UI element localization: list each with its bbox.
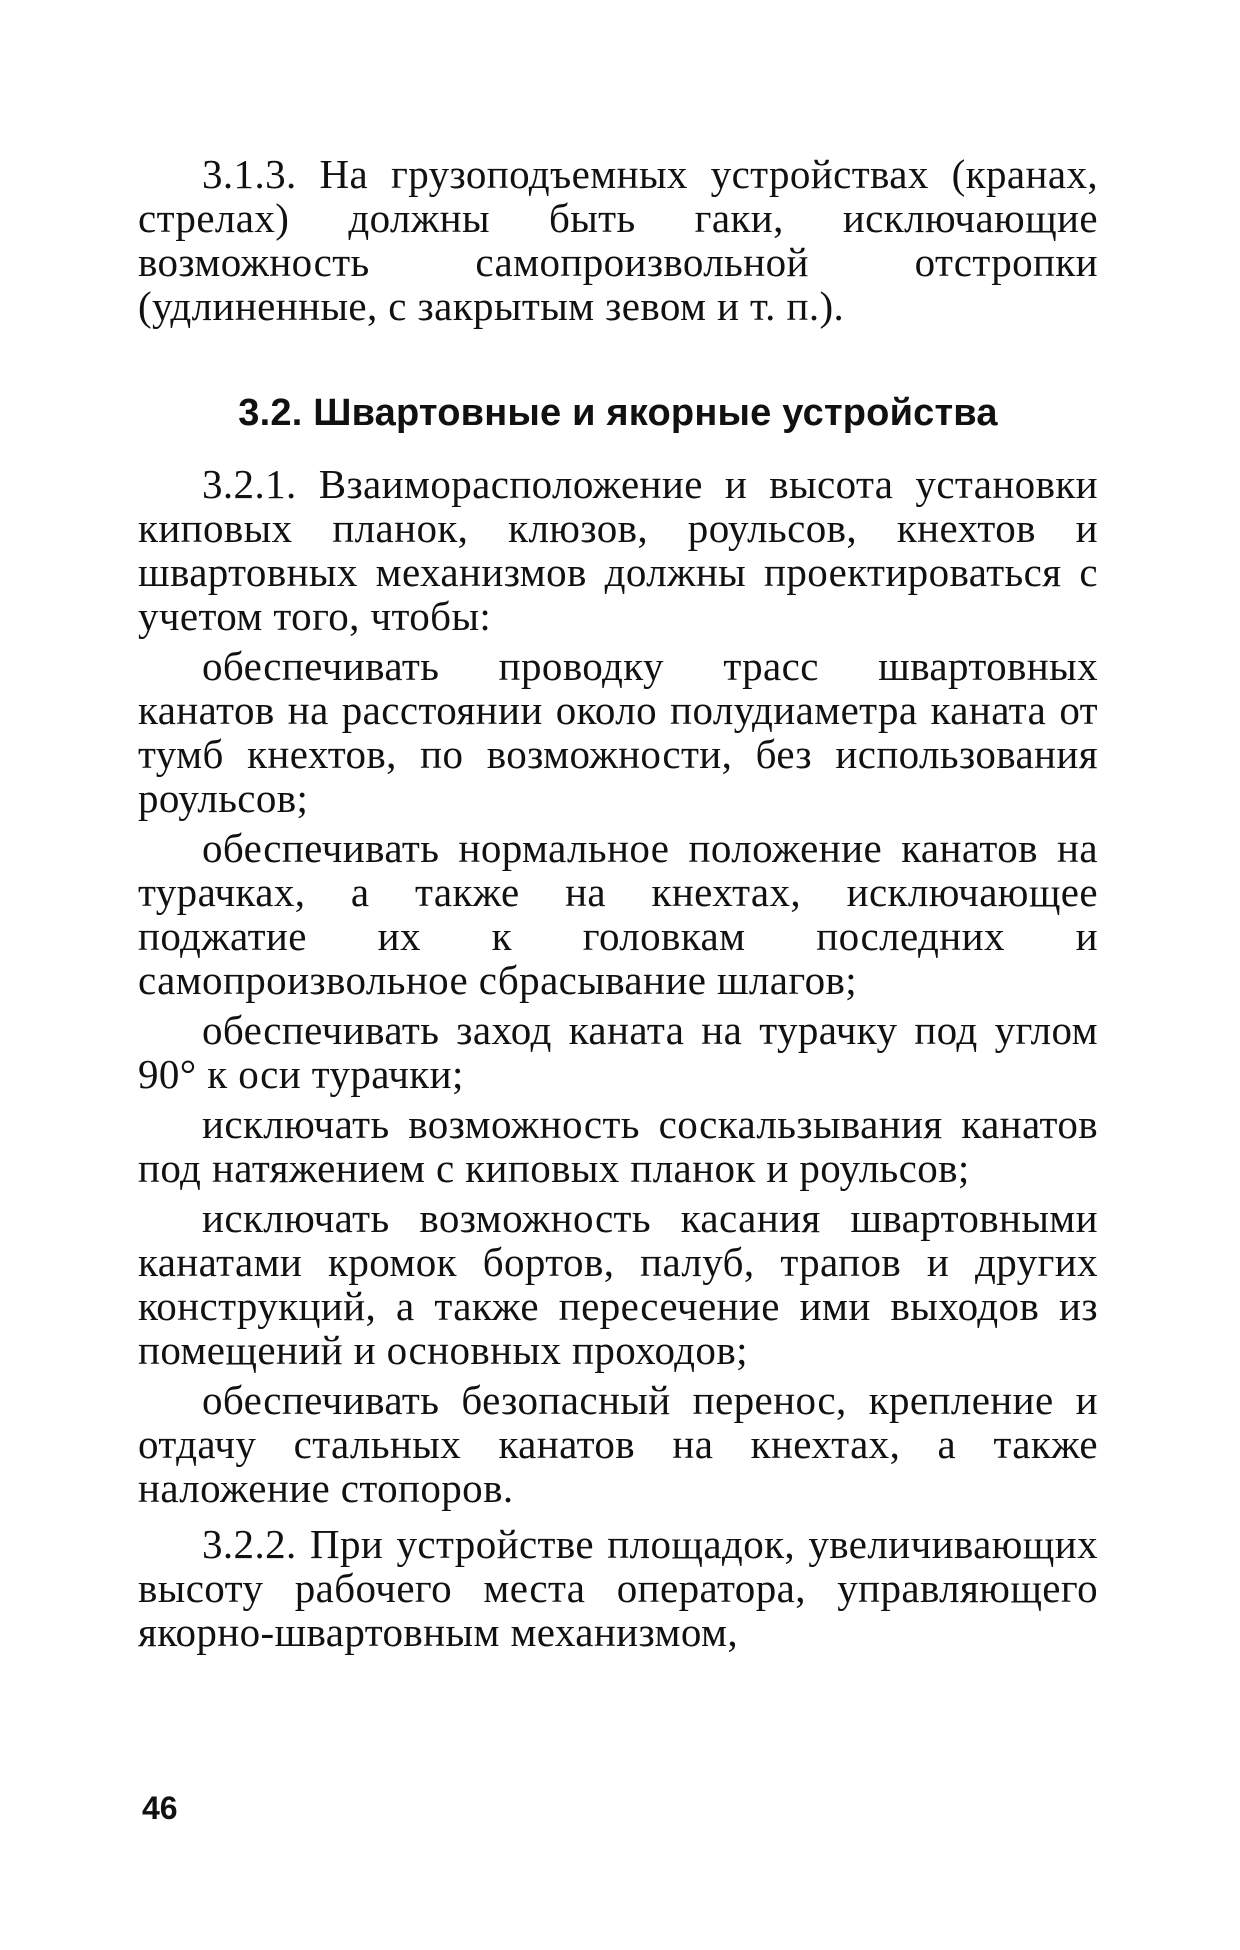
list-item: исключать возможность соскальзывания канатов под натяжением с киповых планок и роульсов; [138, 1101, 1098, 1191]
paragraph-3-2-2: 3.2.2. При устройстве площадок, увеличивающих высоту рабочего места оператора, управляющего якорно-швартовным механизмом, [138, 1521, 1098, 1655]
paragraph-3-1-3: 3.1.3. На грузоподъемных устройствах (кранах, стрелах) должны быть гаки, исключающие возможность самопроизвольной отстропки (удлиненные, с закрытым зевом и т. п.). [138, 151, 1098, 329]
list-item: обеспечивать заход каната на турачку под углом 90° к оси турачки; [138, 1007, 1098, 1097]
list-item: обеспечивать проводку трасс швартовных канатов на расстоянии около полудиаметра каната от тумб кнехтов, по возможности, без использования роульсов; [138, 643, 1098, 821]
list-item: обеспечивать безопасный перенос, крепление и отдачу стальных канатов на кнехтах, а также наложение стопоров. [138, 1377, 1098, 1511]
paragraph-3-2-1: 3.2.1. Взаиморасположение и высота установки киповых планок, клюзов, роульсов, кнехтов и швартовных механизмов должны проектироваться с учетом того, чтобы: [138, 461, 1098, 639]
list-item: исключать возможность касания швартовными канатами кромок бортов, палуб, трапов и других конструкций, а также пересечение ими выходов из помещений и основных проходов; [138, 1195, 1098, 1373]
list-item: обеспечивать нормальное положение канатов на турачках, а также на кнехтах, исключающее поджатие их к головкам последних и самопроизвольное сбрасывание шлагов; [138, 825, 1098, 1003]
page-body [138, 152, 1098, 1660]
section-heading: 3.2. Швартовные и якорные устройства [238, 392, 998, 434]
page-number: 46 [142, 1790, 178, 1826]
